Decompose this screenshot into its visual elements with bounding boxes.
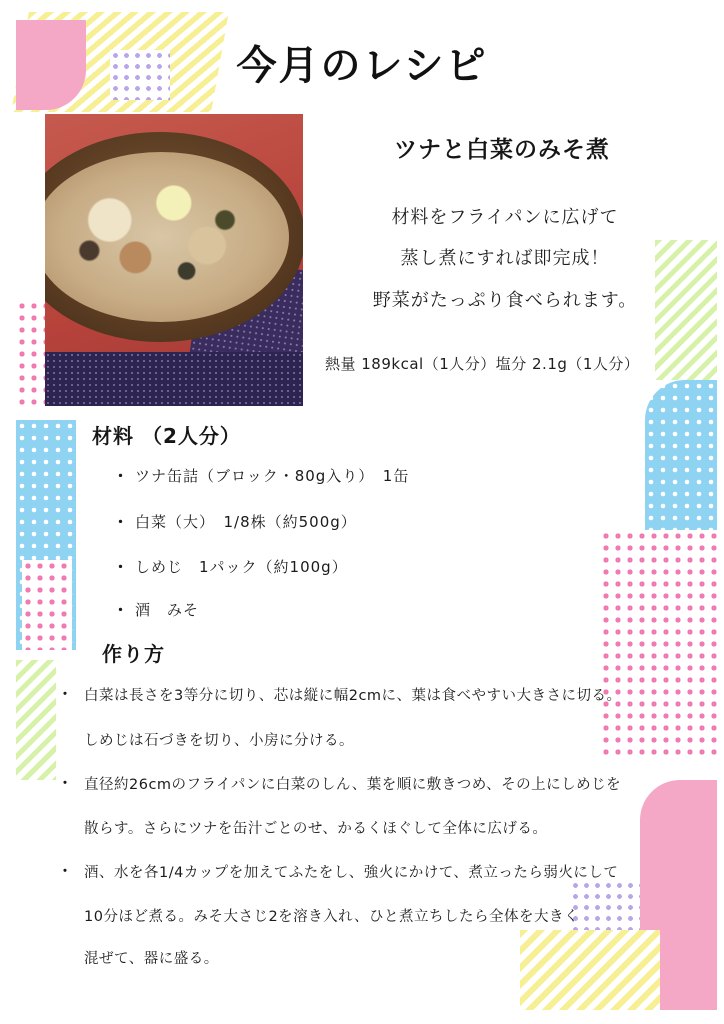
bullet: ・ (113, 467, 130, 485)
deco-dots-right-mid (600, 530, 717, 760)
ingredient-text: 酒 みそ (135, 601, 200, 619)
ingredient-text: 白菜（大） 1/8株（約500g） (135, 513, 357, 531)
step-bullet: ・ (58, 687, 72, 703)
food-photo (45, 114, 303, 406)
placemat-bottom (45, 352, 303, 406)
ingredient-text: しめじ 1パック（約100g） (135, 558, 348, 576)
bullet: ・ (113, 601, 130, 619)
description-line-1: 材料をフライパンに広げて (391, 207, 619, 228)
step-2-line-1: 直径約26cmのフライパンに白菜のしん、葉を順に敷きつめ、その上にしめじを (84, 777, 622, 793)
nutrition-info: 熱量 189kcal（1人分）塩分 2.1g（1人分） (325, 355, 640, 373)
bullet: ・ (113, 558, 130, 576)
deco-dots-left-lower (22, 560, 72, 650)
step-bullet: ・ (58, 776, 72, 792)
description-line-3: 野菜がたっぷり食べられます。 (372, 290, 638, 311)
step-3-line-3: 混ぜて、器に盛る。 (84, 951, 219, 967)
ingredient-item (113, 599, 199, 620)
ingredients-heading: 材料 （2人分） (92, 424, 241, 448)
ingredient-item (113, 556, 348, 577)
deco-stripes-left (16, 660, 56, 780)
step-3-line-2: 10分ほど煮る。みそ大さじ2を溶き入れ、ひと煮立ちしたら全体を大きく (84, 909, 580, 925)
description-line-2: 蒸し煮にすれば即完成！ (400, 248, 610, 269)
step-1-line-2: しめじは石づきを切り、小房に分ける。 (84, 733, 354, 749)
step-bullet: ・ (58, 864, 72, 880)
step-1-line-1: 白菜は長さを3等分に切り、芯は縦に幅2cmに、葉は食べやすい大きさに切る。 (84, 688, 622, 704)
ingredient-item (113, 465, 409, 486)
step-3-line-1: 酒、水を各1/4カップを加えてふたをし、強火にかけて、煮立ったら弱火にして (84, 865, 619, 881)
deco-stripes-bottom-right (520, 930, 660, 1010)
step-2-line-2: 散らす。さらにツナを缶汁ごとのせ、かるくほぐして全体に広げる。 (84, 821, 548, 837)
stew-shape (45, 152, 289, 322)
method-heading: 作り方 (102, 642, 165, 666)
ingredient-item (113, 511, 357, 532)
page-title: 今月のレシピ (236, 43, 488, 89)
recipe-name: ツナと白菜のみそ煮 (394, 137, 610, 163)
ingredient-text: ツナ缶詰（ブロック・80g入り） 1缶 (135, 467, 410, 485)
bullet: ・ (113, 513, 130, 531)
